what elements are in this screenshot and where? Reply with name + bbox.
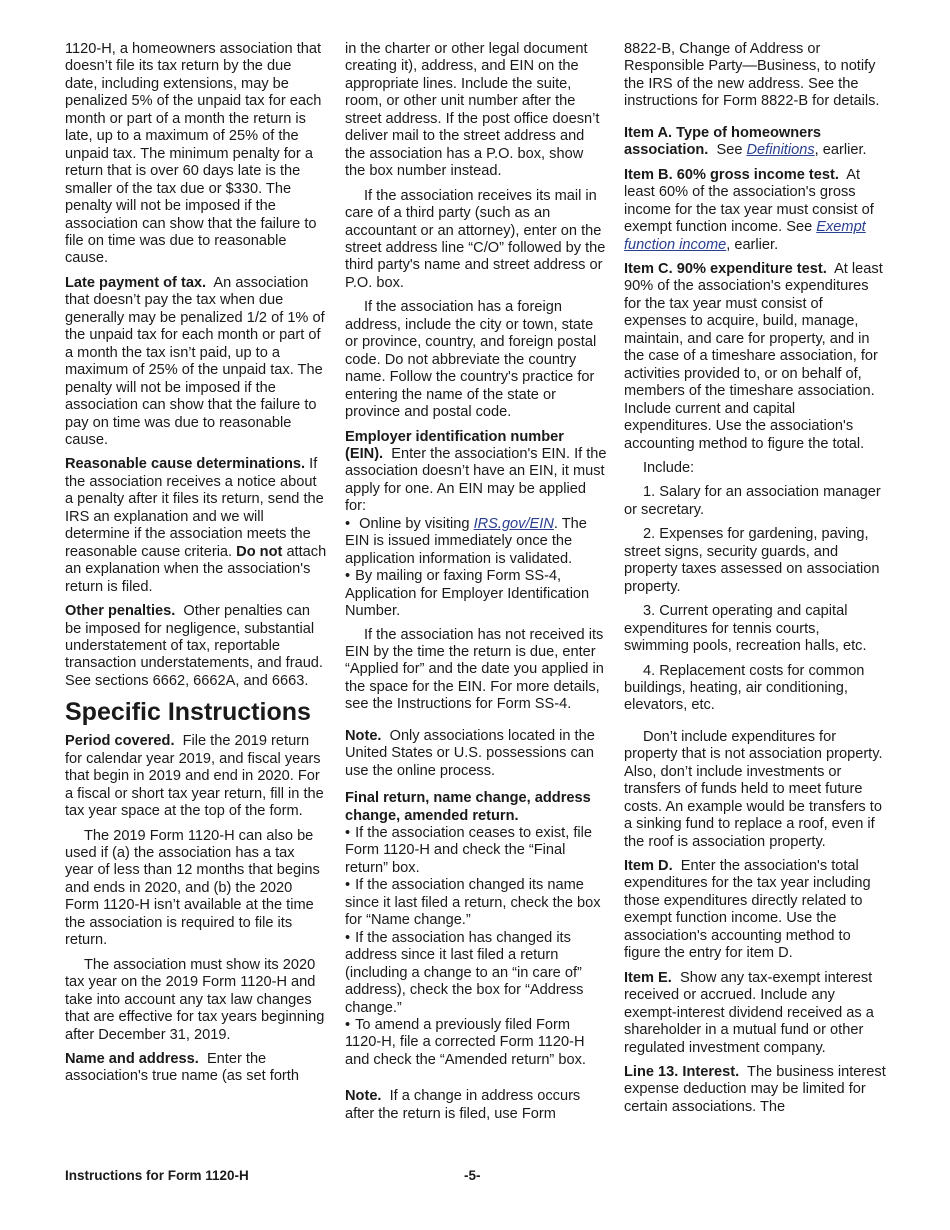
include-item-3: 3. Current operating and capital expenditures for tennis courts, swimming pools, recreation halls, etc. (624, 603, 867, 655)
line-13-heading: Line 13. Interest. (624, 1064, 740, 1081)
include-item-2: 2. Expenses for gardening, paving, street signs, security guards, and property taxes assessed on association property. (624, 526, 880, 595)
late-filing-paragraph: 1120-H, a homeowners association that doesn’t file its tax return by the due date, including extensions, may be penalized 5% of the unpaid tax for each month or part of a month the return is late, up to a maximum of 25% of the unpaid tax. The minimum penalty for a return that is over 60 days late is the smaller of the tax due or $330. The penalty will not be imposed if the association can show that the failure to file on time was due to reasonable cause. (65, 41, 322, 267)
note-online-paragraph: Note. Only associations located in the United States or U.S. possessions can use the online process. (345, 727, 595, 779)
reasonable-cause-heading: Reasonable cause determinations. (65, 456, 306, 473)
ein-not-received-paragraph: If the association has not received its EIN by the time the return is due, enter “Applied for” and the date you applied in the space for the EIN. For more details, see the Instructions for Form SS-4. (345, 626, 604, 713)
exempt-function-income-link[interactable]: Exempt function income (624, 219, 866, 253)
note-address-change-paragraph: Note. If a change in address occurs after the return is filed, use Form (345, 1088, 581, 1122)
definitions-link[interactable]: Definitions (746, 142, 815, 159)
include-item-4: 4. Replacement costs for common buildings, heating, air conditioning, elevators, etc. (624, 662, 865, 714)
period-covered-paragraph: Period covered. File the 2019 return for calendar year 2019, and fiscal years that begin in 2019 and end in 2020. For a fiscal or short tax year return, fill in the tax year space at the top of the form. (65, 733, 324, 820)
care-of-paragraph: If the association receives its mail in care of a third party (such as an accountant or an attorney), enter on the street address line “C/O” followed by the third party's name and street address or P.O. box. (345, 187, 606, 291)
item-c-heading: Item C. 90% expenditure test. (624, 260, 827, 277)
late-payment-paragraph: Late payment of tax. An association that doesn’t pay the tax when due generally may be penalized 1/2 of 1% of the unpaid tax for each month or part of a month the tax isn’t paid, up to a maximum of 25% of the unpaid tax. The penalty will not be imposed if the association can show that the failure to pay on time was due to reasonable cause. (65, 274, 325, 448)
final-return-heading-paragraph (345, 790, 607, 825)
item-b-paragraph: Item B. 60% gross income test. At least 60% of the association's gross income for the tax year must consist of exempt function income. See Exempt function income, earlier. (624, 166, 874, 253)
footer-form-title: Instructions for Form 1120-H (65, 1168, 249, 1183)
column-1 (65, 41, 327, 1093)
item-d-paragraph: Item D. Enter the association's total expenditures for the tax year including those expenditures directly related to exempt function income. Use the association's accounting method to figure the entry for item D. (624, 858, 871, 962)
ein-paragraph: Employer identification number (EIN). Enter the association's EIN. If the association doesn’t have an EIN, it must apply for one. An EIN may be applied for: (345, 428, 607, 515)
column-3 (624, 41, 886, 1123)
final-bullet-4: • To amend a previously filed Form 1120-H, file a corrected Form 1120-H and check the “Amended return” box. (345, 1017, 607, 1069)
ein-heading: Employer identification number (EIN). (345, 428, 564, 462)
item-e-heading: Item E. (624, 969, 672, 986)
fraction-half: 1/2 (246, 309, 268, 326)
name-address-paragraph: Name and address. Enter the association's true name (as set forth (65, 1051, 299, 1085)
name-address-heading: Name and address. (65, 1051, 199, 1068)
line-13-paragraph: Line 13. Interest. The business interest expense deduction may be limited for certain associations. The (624, 1064, 886, 1115)
include-item-1: 1. Salary for an association manager or secretary. (624, 484, 881, 518)
address-paragraph: in the charter or other legal document creating it), address, and EIN on the appropriate lines. Include the suite, room, or other unit number after the street address. If the post office doesn’t deliver mail to the street address and the association has a P.O. box, show the box number instead. (345, 41, 600, 180)
item-e-paragraph: Item E. Show any tax-exempt interest received or accrued. Include any exempt-interest dividend received as a shareholder in a mutual fund or other regulated investment company. (624, 969, 874, 1056)
item-a-heading: Item A. Type of homeowners association. (624, 124, 822, 159)
other-penalties-heading: Other penalties. (65, 603, 176, 620)
item-b-heading: Item B. 60% gross income test. (624, 166, 839, 183)
include-label: Include: (643, 459, 695, 476)
final-bullet-2: • If the association changed its name since it last filed a return, check the box for “Name change.” (345, 877, 607, 929)
note-heading-2: Note. (345, 1088, 382, 1105)
form-8822b-paragraph: 8822-B, Change of Address or Responsible Party—Business, to notify the IRS of the new address. See the instructions for Form 8822-B for details. (624, 41, 880, 110)
column-2 (345, 41, 607, 1130)
final-bullet-3: • If the association has changed its address since it last filed a return (including a change to an “in care of” address), check the box for “Address change.” (345, 930, 607, 1017)
form-2019-paragraph: The 2019 Form 1120-H can also be used if (a) the association has a tax year of less than 12 months that begins and ends in 2020, and (b) the 2020 Form 1120-H isn’t available at the time the association is required to file its return. (65, 827, 320, 949)
tax-year-2020-paragraph: The association must show its 2020 tax year on the 2019 Form 1120-H and take into account any tax law changes that are effective for tax years beginning after December 31, 2019. (65, 956, 325, 1043)
final-return-heading: Final return, name change, address change, amended return. (345, 790, 591, 824)
reasonable-cause-paragraph: Reasonable cause determinations. If the association receives a notice about a penalty after it files its return, send the IRS an explanation and we will determine if the association meets the reasonable cause criteria. Do not attach an explanation when the association's return is filed. (65, 456, 327, 595)
item-c-paragraph: Item C. 90% expenditure test. At least 90% of the association's expenditures for the tax year must consist of expenses to acquire, build, manage, maintain, and care for property, and in the case of a timeshare association, for activities provided to, or on behalf of, members of the timeshare association. Include current and capital expenditures. Use the association's accounting method to figure the total. (624, 260, 883, 452)
other-penalties-paragraph: Other penalties. Other penalties can be imposed for negligence, substantial understatement of tax, reportable transaction understatements, and fraud. See sections 6662, 6662A, and 6663. (65, 603, 323, 689)
item-a-paragraph: Item A. Type of homeowners association. See Definitions, earlier. (624, 124, 867, 159)
ein-bullet-online: • Online by visiting IRS.gov/EIN. The EIN is issued immediately once the application information is validated. (345, 516, 607, 568)
period-covered-heading: Period covered. (65, 733, 175, 750)
page-number: -5- (464, 1168, 481, 1183)
late-payment-heading: Late payment of tax. (65, 274, 207, 291)
irs-ein-link[interactable]: IRS.gov/EIN (473, 515, 554, 532)
final-bullet-1: • If the association ceases to exist, file Form 1120-H and check the “Final return” box. (345, 825, 607, 877)
ein-bullet-mail: • By mailing or faxing Form SS-4, Application for Employer Identification Number. (345, 568, 607, 620)
note-heading: Note. (345, 727, 382, 744)
item-d-heading: Item D. (624, 858, 673, 875)
foreign-address-paragraph: If the association has a foreign address, include the city or town, state or province, country, and foreign postal code. Do not abbreviate the country name. Follow the country's practice for entering the name of the state or province and postal code. (345, 299, 597, 421)
section-title: Specific Instructions (65, 698, 311, 727)
dont-include-paragraph: Don’t include expenditures for property that is not association property. Also, don’t include investments or transfers of funds held to meet future costs. An example would be transfers to a sinking fund to replace a roof, even if the roof is association property. (624, 728, 883, 850)
